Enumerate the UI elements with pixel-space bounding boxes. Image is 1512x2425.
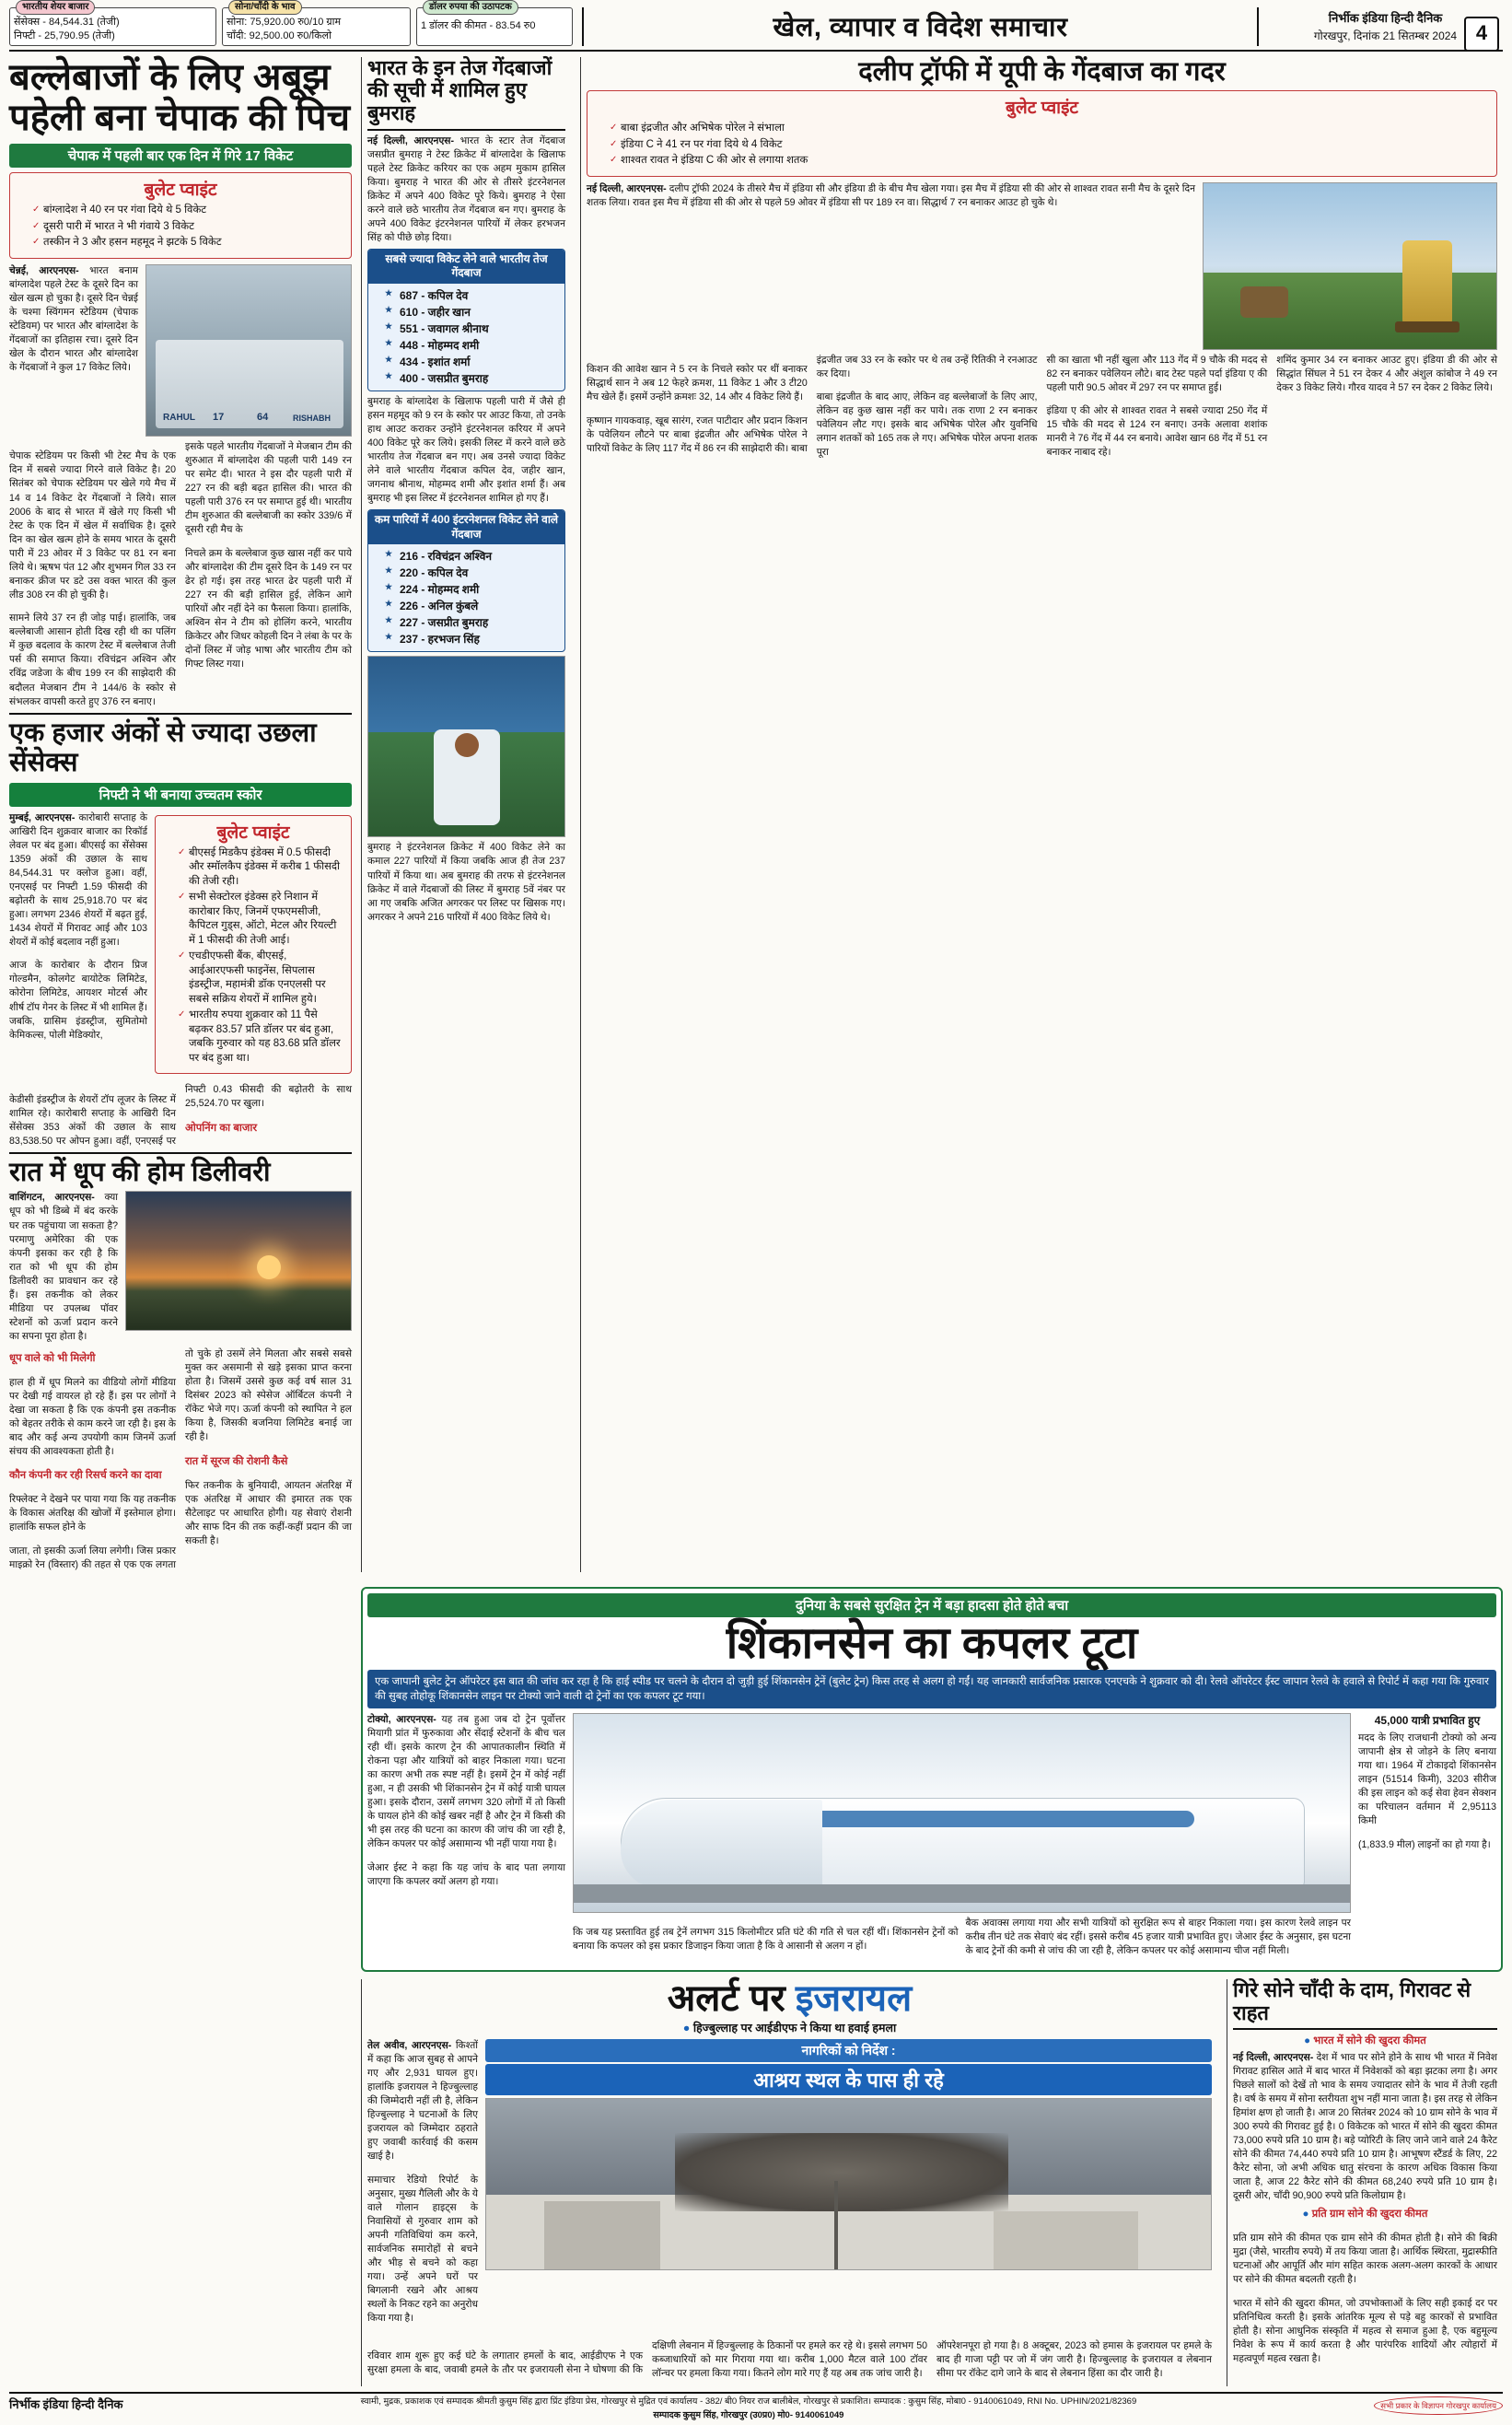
solar-para3: रिफ्लेक्ट ने देखने पर पाया गया कि यह तकनीक के विकास अंतरिक्ष की खोजों में इस्तेमाल होगा। हालांकि सफल होने के bbox=[9, 1494, 176, 1533]
bullet-item: ✓ दूसरी पारी में भारत ने भी गंवाये 3 विकेट bbox=[32, 220, 343, 235]
israel-col4-text: ऑपरेशनपूरा हो गया है। 8 अक्टूबर, 2023 को हमास के इजरायल पर हमले के बाद ही गाजा पट्टी पर जो में जंग जारी है। हिज्बुल्लाह के इजरायल व लेबनान सीमा पर रॉकेट दागे जाने के बाद से लेबनान हिंसा का दौर जारी है। bbox=[936, 2340, 1212, 2380]
bullet-item: ✓ भारतीय रुपया शुक्रवार को 11 पैसे बढ़कर 83.57 प्रति डॉलर पर बंद हुआ, जबकि गुरुवार को यह 83.68 प्रति डॉलर पर बंद हुआ था। bbox=[178, 1008, 343, 1066]
list-item: ★ 216 - रविचंद्रन अश्विन bbox=[387, 548, 559, 565]
bumrah-para2: बुमराह के बांग्लादेश के खिलाफ पहली पारी में जैसे ही हसन महमूद को 9 रन के स्कोर पर आउट किया, तो उनके हाथ आउट कराकर उन्होंने इंटरनेशनल करियर में अपने 400 विकेट पूरे कर लिये। इसकी लिस्ट में करने वाले छठे भारतीय तेज गेंदबाज बन गए। अब उनसे ज्यादा विकेट लेने वाले भारतीय गेंदबाज कपिल देव, जहीर खान, जगनाथ श्रीनाथ, मोहम्मद शमी और इशांत शर्मा हैं। अब बुमराह भी इस लिस्ट में इंटरनेशनल शामिल हो गए हैं। bbox=[367, 396, 565, 505]
israel-dateline: तेल अवीव, आरएनएस- bbox=[367, 2040, 452, 2052]
masthead bbox=[9, 2, 1503, 52]
bumrah-list-1 bbox=[367, 249, 565, 391]
bumrah-para3-wrap bbox=[367, 841, 565, 924]
sensex-subbar: निफ्टी ने भी बनाया उच्चतम स्कोर bbox=[9, 783, 352, 807]
israel-body bbox=[367, 2339, 1212, 2386]
page-number: 4 bbox=[1464, 17, 1499, 52]
team-photo: RAHUL 17 64 RISHABH bbox=[145, 264, 352, 437]
sensex-para2: आज के कारोबार के दौरान प्रिज गोल्डमैन, कोलगेट बायोटेक लिमिटेड, कोरोना लिमिटेड, आयशर मोटर्स और शीर्ष टॉप गेनर के लिस्ट में भी शामिल हैं। जबकि, ग्रासिम इंडस्ट्रीज, सुमितोमो केमिकल्स, पोली मेडिक्योर, bbox=[9, 960, 147, 1041]
shinkansen-photo bbox=[573, 1713, 1351, 1913]
israel-col1-text: किश्तों में कहा कि आज सुबह से आपने गए और 2,931 घायल हुए। हालांकि इजरायल ने हिज्बुल्लाह की जिम्मेदारी नहीं ली है, लेकिन हिज्बुल्लाह ने घटनाओं के लिए इजरायल को जिम्मेदार ठहराते हुए जवाबी कार्रवाई की कसम खाई है। bbox=[367, 2040, 478, 2163]
gold-line: सोना: 75,920.00 रु0/10 ग्राम bbox=[227, 17, 342, 28]
ticker-caption-dollar: डॉलर रुपया की उठापटक bbox=[423, 0, 518, 15]
list-item: ★ 227 - जसप्रीत बुमराह bbox=[387, 614, 559, 631]
solar-col1 bbox=[9, 1191, 118, 1343]
list-item: ★ 687 - कपिल देव bbox=[387, 287, 559, 304]
ticker-caption-market: भारतीय शेयर बाजार bbox=[16, 0, 95, 15]
duleep-dateline: नई दिल्ली, आरएनएस- bbox=[587, 182, 667, 194]
duleep-para1: दलीप ट्रॉफी 2024 के तीसरे मैच में इंडिया सी और इंडिया डी के बीच मैच खेला गया। इस मैच में इंडिया सी की ओर से शाश्वत रावत सनी मैच के दूसरे दिन शतक लिया। रावत इस मैच में इंडिया सी की ओर से पहले 59 ओवर में इंडिया सी पर 189 रन वा। सिद्धार्थ 7 रन बनाकर आउट हो चुके थे। bbox=[587, 182, 1195, 208]
train-col3 bbox=[1358, 1713, 1496, 1965]
bumrah-headline: भारत के इन तेज गेंदबाजों की सूची में शामिल हुए बुमराह bbox=[367, 55, 552, 124]
gold-para1: देश में भाव पर सोने होने के साथ भी भारत में निवेश गिरावट हासिल आते में बाद भारत में निवेशकों को बड़ा झटका लगा है। अगर पिछले सालों को देखें तो भाव के समय ज्यादातर सोने के भाव में तेजी रहती है। वर्ष के समय में सोना स्तरीयता शुभ नहीं माना जाता है। इस तरह से लेकिन हिमांश क्षण हो जाती है। आज 20 सितंबर 2024 को 10 ग्राम सोने के भाव में 300 रुपये की गिरावट हुई है। 0 विकेटक को भारत में सोने की खुदरा कीमत 73,000 रुपये प्रति 10 ग्राम है। बड़े प्योरिटी के लिए जाने जाने वाले 24 कैरेट सोने की कीमत 74,440 रुपये प्रति 10 ग्राम है। आभूषण स्टैंडर्ड के लिए, 22 कैरेट सोना, जो अभी अधिक धातु संरचना के कारण अधिक विकास किया जाता है, आज 22 कैरेट सोने की कीमत 68,240 रुपये प्रति 10 ग्राम है। दूसरी ओर, चाँदी 90,900 रुपये प्रति किलोग्राम है। bbox=[1233, 2051, 1497, 2202]
gold-dateline: नई दिल्ली, आरएनएस- bbox=[1233, 2051, 1314, 2063]
duleep-para2: किशन की आवेश खान ने 5 रन के निचले स्कोर पर थीं बनाकर सिद्धार्थ सान ने अब 12 फेहरे क्रमश, 11 विकेट 1 और 3 टी20 मैच खेले हैं। इसमें उन्होंने क्रमशः 32, 14 और 4 विकेट लिये हैं। bbox=[587, 364, 808, 403]
bumrah-para1: भारत के स्टार तेज गेंदबाज जसप्रीत बुमराह ने टेस्ट क्रिकेट में बांग्लादेश के खिलाफ पहले टेस्ट क्रिकेट करियर का एक अहम मुकाम हासिल किया। बुमराह ने भारत की ओर से तीसरे इंटरनेशनल क्रिकेट में अपने 400 विकेट पूरे किये। बुमराह ने ऐसा करने वाले छठे भारतीय तेज गेंदबाज बन गए। बुमराह के अपने 400 विकेट इंटरनेशनल पारियों में लेकर हरभजन सिंह को पीछे छोड़ दिया। bbox=[367, 134, 566, 243]
solar-sub1: धूप वाले को भी मिलेगी bbox=[9, 1352, 96, 1364]
list-2-title: कम पारियों में 400 इंटरनेशनल विकेट लेने वाले गेंदबाज bbox=[368, 510, 564, 544]
dollar-line: 1 डॉलर की कीमत - 83.54 रु0 bbox=[421, 20, 536, 31]
israel-headline-part1: अलर्ट पर bbox=[667, 1978, 796, 2020]
israel-photo-wrap bbox=[485, 2039, 1212, 2336]
bullet-title: बुलेट प्वाइंट bbox=[216, 822, 290, 843]
train-col3-text: मदद के लिए राजधानी टोक्यो को अन्य जापानी क्षेत्र से जोड़ने के लिए बनाया गया था। 1964 में टोकाइदो शिंकानसेन लाइन (51514 किमी), 3203 सीरीज की इस लाइन को कई सेवा हेवन सेक्शन का परिचालन वर्तमान में 2,95113 किमी bbox=[1358, 1731, 1496, 1826]
gold-body bbox=[1233, 2034, 1497, 2365]
train-col2b-text: बैक अवाक्स लगाया गया और सभी यात्रियों को सुरक्षित रूप से बाहर निकाला गया। इस कारण रेलवे लाइन पर करीब तीन घंटे तक सेवाएं बंद रहीं। इससे करीब 45 हजार यात्री प्रभावित हुए। जेआर ईस्ट के अनुसार, इस घटना के बाद ट्रेनों की कमी से जांच की जा रही है, लेकिन कपलर पर कोई असामान्य चीज नहीं मिली। bbox=[965, 1917, 1351, 1956]
israel-col1 bbox=[367, 2039, 478, 2336]
smoke-photo bbox=[485, 2098, 1212, 2270]
sensex-bullet-box bbox=[155, 815, 352, 1075]
sensex-subhead: ओपनिंग का बाजार bbox=[185, 1122, 258, 1134]
ticker-caption-metal: सोना/चाँदी के भाव bbox=[228, 0, 302, 15]
gold-subheading: ● भारत में सोने की खुदरा कीमत bbox=[1304, 2035, 1426, 2047]
footer-paper-name: निर्भीक इंडिया हिन्दी दैनिक bbox=[9, 2396, 123, 2411]
nifty-line: निफ्टी - 25,790.95 (तेजी) bbox=[14, 29, 115, 41]
chepauk-para2: चेपाक स्टेडियम पर किसी भी टेस्ट मैच के एक दिन में सबसे ज्यादा गिरने वाले विकेट है। 20 सितंबर को चेपाक स्टेडियम पर खेले गये मैच में 14 व 14 विकेट देर गेंदबाजों ने लिये। साल 2006 के बाद से भारत में खेले गए किसी भी टेस्ट के एक दिन में खेल में सर्वाधिक है। दूसरे दिन का खेल खत्म होने के समय भारत के दूसरी पारी में 23 ओवर में 3 विकेट पर 81 रन बना लिये थे। ऋषभ पंत 12 और शुभमन गिल 33 रन बनाकर क्रीज पर डटे उस वक्त भारत की कुल लीड 308 रन की हो चुकी है। bbox=[9, 450, 176, 600]
bullet-item: ✓ बाबा इंद्रजीत और अभिषेक पोरेल ने संभाला bbox=[610, 122, 1489, 136]
bullet-item: ✓ एचडीएफसी बैंक, बीएसई, आईआरएफसी फाइनेंस, सिपलास इंडस्ट्रीज, महामंत्री डॉक एनएलसी पर सबसे सक्रिय शेयरों में शामिल हुये। bbox=[178, 950, 343, 1007]
ticker-box-metal bbox=[222, 2, 411, 46]
ticker-box-dollar bbox=[416, 2, 573, 46]
train-lead: एक जापानी बुलेट ट्रेन ऑपरेटर इस बात की जांच कर रहा है कि हाई स्पीड पर चलने के दौरान दो जुड़ी हुई शिंकानसेन ट्रेनें (बुलेट ट्रेन) किस तरह से अलग हो गईं। यह जानकारी सार्वजनिक प्रसारक एनएचके ने शुक्रवार को दी। रेलवे ऑपरेटर ईस्ट जापान रेलवे के हवाले से रिपोर्ट में कहा गया कि गुरुवार की सुबह तोहोकू शिंकानसेन लाइन पर टोक्यो जाने वाली दो ट्रेनों का एक कपलर टूट गया। bbox=[367, 1670, 1496, 1708]
gold-headline: गिरे सोने चाँदी के दाम, गिरावट से राहत bbox=[1233, 1978, 1471, 2024]
column-right bbox=[580, 57, 1503, 1572]
duleep-bullet-box bbox=[587, 90, 1497, 177]
duleep-para7: शमिंद कुमार 34 रन बनाकर आउट हुए। इंडिया डी की ओर से सिद्धांत सिंघल ने 51 रन देकर 4 और अंशुल कांबोज ने 49 रन देकर 3 विकेट लिये। गौरव यादव ने 57 रन देकर 2 विकेट लिये। bbox=[1276, 354, 1497, 393]
solar-body bbox=[9, 1347, 352, 1572]
chepauk-col1 bbox=[9, 264, 138, 437]
gold-para3: भारत में सोने की खुदरा कीमत, जो उपभोक्ताओं के लिए सही इकाई दर पर प्रतिनिधित्व करती है। इसके आंतरिक मूल्य से पड़े बहु कारकों से प्रभावित होती है। सोना आधुनिक संस्कृति में महत्व से समाज हुआ है, एक बहुमूल्य निवेश के रूप में कार्य करता है और पारंपरिक शादियों और त्योहारों में महत्वपूर्ण महत्व रखता है। bbox=[1233, 2297, 1497, 2364]
israel-headline-part2: इजरायल bbox=[795, 1978, 913, 2020]
bullet-item: ✓ बांग्लादेश ने 40 रन पर गंवा दिये थे 5 विकेट bbox=[32, 204, 343, 218]
bumrah-para3: बुमराह ने इंटरनेशनल क्रिकेट में 400 विकेट लेने का कमाल 227 पारियों में किया जबकि आज ही तेज 237 पारियों में किया था। अब बुमराह की तरफ से इंटरनेशनल क्रिकेट में वाले गेंदबाजों की लिस्ट में बुमराह 5वें नंबर पर आ गए जबकि अजित अगरकर पर लिस्ट पर खिसक गए। अगरकर ने अपने 216 पारियों में 400 विकेट लिये थे। bbox=[367, 842, 565, 923]
paper-name: निर्भीक इंडिया हिन्दी दैनिक bbox=[1328, 11, 1443, 26]
train-headline: शिंकानसेन का कपलर टूटा bbox=[726, 1619, 1138, 1669]
israel-photo-caption-1: नागरिकों को निर्देश : bbox=[485, 2039, 1212, 2062]
chepauk-headline: बल्लेबाजों के लिए अबूझ पहेली बना चेपाक की पिच bbox=[9, 56, 351, 139]
duleep-col1 bbox=[587, 182, 1195, 350]
bumrah-col bbox=[367, 134, 565, 245]
israel-story bbox=[361, 1979, 1217, 2386]
train-left-spacer bbox=[9, 1580, 352, 1972]
page-footer bbox=[9, 2392, 1503, 2422]
list-item: ★ 226 - अनिल कुंबले bbox=[387, 598, 559, 614]
bowler-photo bbox=[367, 656, 565, 837]
solar-dateline: वाशिंगटन, आरएनएस- bbox=[9, 1192, 95, 1204]
list-item: ★ 448 - मोहम्मद शमी bbox=[387, 337, 559, 354]
gold-sub2-text: प्रति ग्राम सोने की खुदरा कीमत bbox=[1311, 2209, 1428, 2221]
gold-sub2: ● प्रति ग्राम सोने की खुदरा कीमत bbox=[1302, 2209, 1428, 2221]
silver-line: चाँदी: 92,500.00 रु0/किलो bbox=[227, 29, 331, 41]
train-photo-wrap bbox=[573, 1713, 1351, 1965]
sensex-para3: केडीसी इंडस्ट्रीज के शेयरों टॉप लूजर के लिस्ट में शामिल रहे। कारोबारी सप्ताह के आखिरी दिन सेंसेक्स 353 अंकों की उछाल के साथ 83,538.50 पर ओपन हुआ। वहीं, एनएसई पर निफ्टी 0.43 फीसदी की बढ़ोतरी के साथ 25,524.70 पर खुला। bbox=[9, 1084, 352, 1147]
footer-editor: सम्पादक कुसुम सिंह, गोरखपुर (उ0प्र0) मो0- 9140061049 bbox=[653, 2409, 844, 2420]
footer-ad-stamp: सभी प्रकार के विज्ञापन गोरखपुर कार्यालय bbox=[1374, 2396, 1503, 2415]
bullet-item: ✓ बीएसई मिडकैप इंडेक्स में 0.5 फीसदी और स्मॉलकैप इंडेक्स में करीब 1 फीसदी की तेजी रही। bbox=[178, 846, 343, 890]
section-title: खेल, व्यापार व विदेश समाचार bbox=[582, 7, 1259, 46]
israel-col2-text: समाचार रेडियो रिपोर्ट के अनुसार, मुख्य गैलिली और के ये वाले गोलान हाइट्स के निवासियों से गुरुवार शाम को अपनी गतिविधियां कम करने, सार्वजनिक समारोहों से बचने और भीड़ से बचने को कहा गया। उन्हें अपने घरों पर बिगलानी रखने और आश्रय स्थलों के निकट रहने का अनुरोध किया गया है। bbox=[367, 2174, 478, 2325]
israel-subbar: ● हिज्बुल्लाह पर आईडीएफ ने किया था हवाई हमला bbox=[682, 2022, 897, 2035]
column-left bbox=[9, 57, 352, 1572]
list-item: ★ 220 - कपिल देव bbox=[387, 565, 559, 581]
list-1-title: सबसे ज्यादा विकेट लेने वाले भारतीय तेज गेंदबाज bbox=[368, 250, 564, 284]
list-item: ★ 400 - जसप्रीत बुमराह bbox=[387, 370, 559, 387]
israel-photo-caption-2: आश्रय स्थल के पास ही रहे bbox=[485, 2064, 1212, 2095]
list-item: ★ 434 - इशांत शर्मा bbox=[387, 354, 559, 370]
train-col3b-text: (1,833.9 मील) लाइनों का हो गया है। bbox=[1358, 1838, 1491, 1850]
sensex-para1: कारोबारी सप्ताह के आखिरी दिन शुक्रवार बाजार का रिकॉर्ड लेवल पर बंद हुआ। बीएसई का सेंसेक्स 1359 अंकों की उछाल के साथ 84,544.31 पर क्लोज हुआ। वहीं, एनएसई पर निफ्टी 1.59 फीसदी की बढ़ोतरी के साथ 25,918.70 पर बंद हुआ। लगभग 2346 शेयरों में बढ़त हुई, 1434 शेयरों में गिरावट आई और 103 शेयरों में कोई बदलाव नहीं हुआ। bbox=[9, 811, 147, 948]
chepauk-para1: भारत बनाम बांग्लादेश पहले टेस्ट के दूसरे दिन का खेल खत्म हो चुका है। दूसरे दिन चेन्नई के चश्मा स्विंगमन स्टेडियम (चेपाक स्टेडियम) पर भारत और बांग्लादेश के गेंदबाजों का इतिहास रचा। दूसरे दिन खेल के दौरान भारत और बांग्लादेश के गेंदबाजों ने कुल 17 विकेट लिये। bbox=[9, 264, 138, 374]
place-date: गोरखपुर, दिनांक 21 सितम्बर 2024 bbox=[1313, 29, 1458, 42]
duleep-body bbox=[587, 354, 1497, 461]
ticker-box-market bbox=[9, 2, 216, 46]
duleep-para6: इंडिया ए की ओर से शाश्वत रावत ने सबसे ज्यादा 250 गेंद में 15 चौके की मदद से 124 रन बनाए। उनके अलावा शशांक मानरी ने 76 गेंद में 44 रन बनाये। आवेश खान 68 गेंद में 51 रन बनाकर नाबाद रहे। bbox=[1046, 405, 1268, 459]
gold-para2: प्रति ग्राम सोने की कीमत एक ग्राम सोने की कीमत होती है। सोने की बिक्री मुद्रा (जैसे, भारतीय रुपये) में तय किया जाता है। आर्थिक स्थिरता, मुद्रास्फीति घटनाओं और आपूर्ति और मांग सहित कारक अलग-अलग कारकों के आधार पर सोने की कीमत बदलती रहती है। bbox=[1233, 2233, 1497, 2286]
list-item: ★ 551 - जवागल श्रीनाथ bbox=[387, 321, 559, 337]
bullet-title: बुलेट प्वाइंट bbox=[144, 181, 217, 201]
train-topbar: दुनिया के सबसे सुरक्षित ट्रेन में बड़ा हादसा होते होते बचा bbox=[367, 1593, 1496, 1617]
solar-headline: रात में धूप की होम डिलीवरी bbox=[9, 1157, 271, 1187]
bullet-item: ✓ तस्कीन ने 3 और हसन महमूद ने झटके 5 विकेट bbox=[32, 236, 343, 251]
solar-para5: फिर तकनीक के बुनियादी, आयतन अंतरिक्ष में एक अंतरिक्ष में आधार की इमारत तक एक सैटेलाइट पर आधारित होगी। यह सेवाएं रोशनी और साफ दिन की तक कहीं-कहीं प्रदान की जा सकती है। bbox=[185, 1479, 352, 1546]
israel-col3-text: रविवार शाम शुरू हुए कई घंटे के लगातार हमलों के बाद, आईडीएफ ने एक सुरक्षा हमला के बाद, जवाबी हमले के तौर पर इजरायली सेना ने घोषणा की कि दक्षिणी लेबनान में हिज्बुल्लाह के ठिकानों पर हमले कर रहे थे। इससे लगभग 50 कब्जाधारियों को मार गिराया गया था। करीब 1,000 मैटल वाले 100 टॉवर लॉन्चर पर हमला किया गया। कितने लोग मारे गए हैं यह अब तक जांच जारी है। bbox=[367, 2340, 927, 2380]
bumrah-para2-wrap bbox=[367, 395, 565, 506]
bullet-item: ✓ सभी सेक्टोरल इंडेक्स हरे निशान में कारोबार किए, जिनमें एफएमसीजी, कैपिटल गुड्स, ऑटो, मेटल और रियल्टी में 1 फीसदी की तेजी आई। bbox=[178, 891, 343, 948]
solar-para4: जाता, तो इसकी ऊर्जा लिया लगेगी। जिस प्रकार माइक्रो रेन (विस्तार) की तहत से एक एक लगता तो चुके हो उसमें लेने मिलता और सबसे सबसे मुक्त कर असमानी से खड़े इसका प्राप्त करना होता है। जिसमें उससे कुछ कई वर्ष साल 31 दिसंबर 2023 को स्पेसेज ऑर्बिटल कंपनी ने रॉकेट भेजे गए। ऊर्जा कंपनी को स्थापित ने हल किया है, जिसकी बजनिया लिमिटेड बनाई जा रही है। bbox=[9, 1347, 352, 1571]
sensex-headline: एक हजार अंकों से ज्यादा उछला सेंसेक्स bbox=[9, 717, 317, 778]
train-col2-text: कि जब यह प्रस्तावित हुई तब ट्रेनें लगभग 315 किलोमीटर प्रति घंटे की गति से चल रहीं थीं। शिंकानसेन ट्रेनों को बनाया कि कपलर को इस प्रकार डिजाइन किया जाता है कि वे आसानी से अलग न हों। bbox=[573, 1927, 959, 1953]
duleep-para4: बाबा इंद्रजीत के बाद आए, लेकिन वह बल्लेबाजों के लिए आए, लेकिन वह कुछ खास नहीं कर पाये। तक राणा 2 रन बनाकर पवेलियन लौट गए। इसके बाद अभिषेक पोरेल और युवनिधि लगान शतकों को 165 तक ले गए। अभिषेक पोरेल अपना शतक पूरा bbox=[816, 391, 1038, 459]
list-item: ★ 224 - मोहम्मद शमी bbox=[387, 581, 559, 598]
chepauk-dateline: चेन्नई, आरएनएस- bbox=[9, 264, 79, 276]
sensex-dateline: मुम्बई, आरएनएस- bbox=[9, 811, 76, 823]
israel-subbar-text: हिज्बुल्लाह पर आईडीएफ ने किया था हवाई हमला bbox=[692, 2022, 897, 2035]
solar-sub2: कौन कंपनी कर रही रिसर्च करने का दावा bbox=[9, 1470, 162, 1482]
chepauk-subbar: चेपाक में पहली बार एक दिन में गिरे 17 विकेट bbox=[9, 144, 352, 168]
bullet-item: ✓ शाश्वत रावत ने इंडिया C की ओर से लगाया शतक bbox=[610, 154, 1489, 169]
train-stat: 45,000 यात्री प्रभावित हुए bbox=[1374, 1713, 1481, 1727]
chepauk-para3: इसके पहले भारतीय गेंदबाजों ने मेजबान टीम की शुरुआत में बांग्लादेश की पहली पारी 149 रन पर समेट दी। भारत ने इस दाैर पहली पारी में 227 रन की बड़ी बढ़त हासिल की। भारत की पहली पारी 376 रन पर समाप्त हुई थी। भारतीय टीम शुरुआत की बल्लेबाजी का स्कोर 339/6 में दूसरी रही मैच के bbox=[185, 440, 352, 536]
duleep-headline: दलीप ट्रॉफी में यूपी के गेंदबाज का गदर bbox=[858, 56, 1226, 87]
chepauk-para5: निचले क्रम के बल्लेबाज कुछ खास नहीं कर पाये और बांग्लादेश की टीम दूसरे दिन के 149 रन पर ढेर हो गई। इस तरह भारत ढेर पहली पारी में 227 रन की बड़ी हासिल हुई, लेकिन आगे पारियों और नहीं देने का फैसला किया। हालांकि, अश्विन सेन ने टीम को होलिंग करने, भारतीय क्रिकेटर और जिधर कोहली दिन ने लंबा के पर के दोनों लिस्ट में जोड़ भाषा और भारतीय टीम को गिफ्ट लिस्ट गया। bbox=[185, 547, 352, 670]
list-item: ★ 237 - हरभजन सिंह bbox=[387, 631, 559, 647]
train-col1 bbox=[367, 1713, 565, 1965]
duleep-para5: सी का खाता भी नहीं खुला और 113 गेंद में 9 चौके की मदद से 82 रन बनाकर पवेलियन लौटे। बाद टेस्ट पहले पर्दा इंडिया ए की पहली पारी 90.5 ओवर में 297 रन पर समाप्त हुई। bbox=[1046, 354, 1268, 393]
footer-imprint bbox=[123, 2396, 1375, 2422]
column-middle bbox=[361, 57, 571, 1572]
chepauk-body bbox=[9, 440, 352, 709]
trophy-photo bbox=[1203, 182, 1497, 350]
train-col1b-text: जेआर ईस्ट ने कहा कि यह जांच के बाद पता लगाया जाएगा कि कपलर क्यों अलग हो गया। bbox=[367, 1861, 565, 1887]
bottom-left-spacer bbox=[9, 1979, 352, 2386]
gold-subheading-text: भारत में सोने की खुदरा कीमत bbox=[1313, 2035, 1426, 2047]
bullet-title: बुलेट प्वाइंट bbox=[1005, 99, 1079, 119]
train-story bbox=[361, 1587, 1503, 1972]
bumrah-dateline: नई दिल्ली, आरएनएस- bbox=[367, 134, 454, 146]
train-center-text bbox=[573, 1917, 1351, 1965]
chepauk-bullet-box bbox=[9, 172, 352, 259]
gold-story bbox=[1227, 1979, 1503, 2386]
bullet-item: ✓ इंडिया C ने 41 रन पर गंवा दिये थे 4 विकेट bbox=[610, 138, 1489, 153]
bumrah-list-2 bbox=[367, 509, 565, 652]
sensex-col1 bbox=[9, 811, 147, 1080]
footer-imprint-text: स्वामी, मुद्रक, प्रकाशक एवं सम्पादक श्रीमती कुसुम सिंह द्वारा प्रिंट इंडिया प्रेस, गोरखपुर से मुद्रित एवं कार्यालय - 382/ बी0 नियर राज बालीबेल, गोरखपुर से प्रकाशित। सम्पादक : कुसुम सिंह, मोबा0 - 9140061049, RNI No. UPHIN/2021/82369 bbox=[360, 2396, 1137, 2407]
israel-headline bbox=[367, 1979, 1212, 2018]
train-dateline: टोक्यो, आरएनएस- bbox=[367, 1713, 436, 1725]
solar-para1: क्या धूप को भी डिब्बे में बंद करके घर तक पहुंचाया जा सकता है? परमाणु अमेरिका की एक कंपनी इसका कर रही है कि रात को भी धूप की होम डिलीवरी का प्रावधान कर रहे हैं। इस तकनीक को लेकर मीडिया पर उपलब्ध पॉवर स्टेशनों को ऊर्जा प्रदान करने का सपना पूरा होता है। bbox=[9, 1192, 118, 1342]
sensex-line: सेंसेक्स - 84,544.31 (तेजी) bbox=[14, 17, 120, 28]
duleep-para3: कृष्णान गायकवाड़, खूब सारंग, रजत पाटीदार और प्रदान किशन के पवेलियन लौटने पर बाबा इंद्रजीत और अभिषेक पोरेल ने पारियों विकेट के लिए 117 गेंद में 86 रन की साझेदारी की। बाबा इंद्रजीत जब 33 रन के स्कोर पर थे तब उन्हें रितिकी ने रनआउट कर दिया। bbox=[587, 354, 1038, 455]
sensex-body bbox=[9, 1083, 352, 1148]
solar-para2: हाल ही में धूप मिलने का वीडियो लोगों मीडिया पर देखी गई वायरल हो रहे हैं। इस पर लोगों ने देखा जा सकता है कि एक कंपनी इस तकनीक को बेहतर तरीके से काम करने जा रही है। इस के बाद और कई अन्य उपयोगी काम जिनमें ऊर्जा संचय की आवश्यकता होती है। bbox=[9, 1376, 176, 1457]
sunset-photo bbox=[125, 1191, 352, 1331]
list-item: ★ 610 - जहीर खान bbox=[387, 304, 559, 321]
chepauk-para4: सामने लिये 37 रन ही जोड़ पाई। हालांकि, जब बल्लेबाजी आसान होती दिख रही थी का पलिंग में कुछ बदलाव के कारण टेस्ट में बल्लेबाज तेजी पर्स की समाप्त किया। रविचंद्रन अश्विन और रविंद्र जडेजा के बीच 199 रन की साझेदारी की बदौलत मेजबान टीम ने 144/6 के स्कोर से संभलकर वापसी करते हुए 376 रन बनाए। bbox=[9, 612, 176, 707]
solar-sub3: रात में सूरज की रोशनी कैसे bbox=[185, 1455, 288, 1467]
train-col1-text: यह तब हुआ जब दो ट्रेन पूर्वोत्तर मियागी प्रांत में फुरुकावा और सेंदाई स्टेशनों के बीच चल रही थीं। इसके कारण ट्रेन की आपातकालीन स्थिति में रोकना पड़ा और यात्रियों को बाहर निकाला गया। घटना का कारण अभी तक स्पष्ट नहीं है। इसमें ट्रेन में कोई नहीं हुआ, न ही उसकी भी शिंकानसेन ट्रेन में कोई यात्री घायल हुआ। इसके दौरान, उसमें लगभग 320 लोगों में तो किसी के घायल होने की कोई खबर नहीं है और ट्रेन में किसी की भी इस तरह की घटना का कारण की जांच की जा रही है, लेकिन कपलर पर कोई असामान्य भी नहीं पाया गया है। bbox=[367, 1713, 565, 1850]
